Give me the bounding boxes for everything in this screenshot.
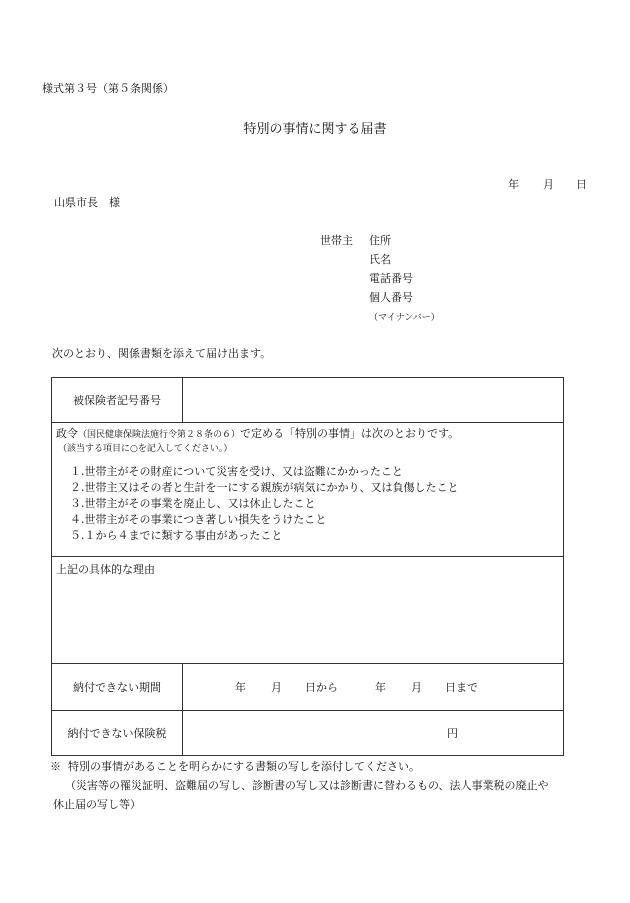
reasons-heading (56, 427, 559, 442)
period-to-month: 月 (411, 681, 422, 694)
reason-item[interactable]: ３.世帯主がその事業を廃止し、又は休止したこと (70, 497, 316, 510)
insured-number-label: 被保険者記号番号 (52, 378, 183, 423)
note-mark: ※ (50, 760, 61, 773)
applicant-role: 世帯主 (320, 234, 353, 247)
date-year: 年 (508, 178, 519, 191)
form-number: 様式第３号（第５条関係） (42, 82, 174, 95)
period-to-year: 年 (375, 681, 386, 694)
reasons-section (52, 423, 564, 557)
reasons-heading-ref: （国民健康保険法施行令第２８条の６） (78, 430, 241, 440)
tax-label: 納付できない保険税 (52, 711, 183, 756)
insured-number-field[interactable] (183, 378, 564, 423)
date-day: 日 (576, 178, 587, 191)
reason-item[interactable]: ４.世帯主がその事業につき著しい損失をうけたこと (70, 513, 327, 526)
period-from-year: 年 (235, 681, 246, 694)
period-field[interactable] (183, 664, 564, 711)
addressee: 山県市長 様 (54, 196, 120, 209)
name-label: 氏名 (369, 253, 391, 266)
tax-field[interactable] (183, 711, 564, 756)
period-from-month: 月 (271, 681, 282, 694)
notification-form-table (51, 377, 564, 756)
phone-label: 電話番号 (369, 272, 413, 285)
date-month: 月 (543, 178, 554, 191)
personal-number-label: 個人番号 (369, 291, 413, 304)
reasons-heading-rest: で定める「特別の事情」は次のとおりです。 (240, 427, 460, 440)
period-from-day: 日から (305, 681, 338, 694)
specific-reason-label: 上記の具体的な理由 (56, 563, 155, 576)
note-line-2: （災害等の罹災証明、盗難届の写し、診断書の写し又は診断書に替わるもの、法人事業税の廃止や (65, 779, 549, 792)
reason-item[interactable]: １.世帯主がその財産について災害を受け、又は盗難にかかったこと (70, 465, 403, 478)
date-line (508, 176, 587, 192)
specific-reason-section[interactable] (52, 557, 564, 664)
reasons-list (56, 464, 559, 544)
notes-section (50, 757, 549, 814)
reason-item[interactable]: ５.１から４までに類する事由があったこと (70, 529, 283, 542)
reason-item[interactable]: ２.世帯主又はその者と生計を一にする親族が病気にかかり、又は負傷したこと (70, 481, 459, 494)
note-line-1: 特別の事情があることを明らかにする書類の写しを添付してください。 (68, 760, 420, 773)
reasons-instruction: （該当する項目に○を記入してください。） (58, 444, 233, 454)
page-title: 特別の事情に関する届書 (243, 122, 387, 137)
applicant-block (320, 231, 440, 326)
address-label: 住所 (369, 234, 391, 247)
personal-number-note: （マイナンバー） (369, 313, 440, 323)
period-label: 納付できない期間 (52, 664, 183, 711)
period-to-day: 日まで (445, 681, 478, 694)
tax-unit: 円 (447, 727, 458, 740)
intro-text: 次のとおり、関係書類を添えて届け出ます。 (52, 347, 272, 360)
reasons-heading-main: 政令 (56, 427, 78, 440)
note-line-3: 休止届の写し等） (53, 798, 141, 811)
